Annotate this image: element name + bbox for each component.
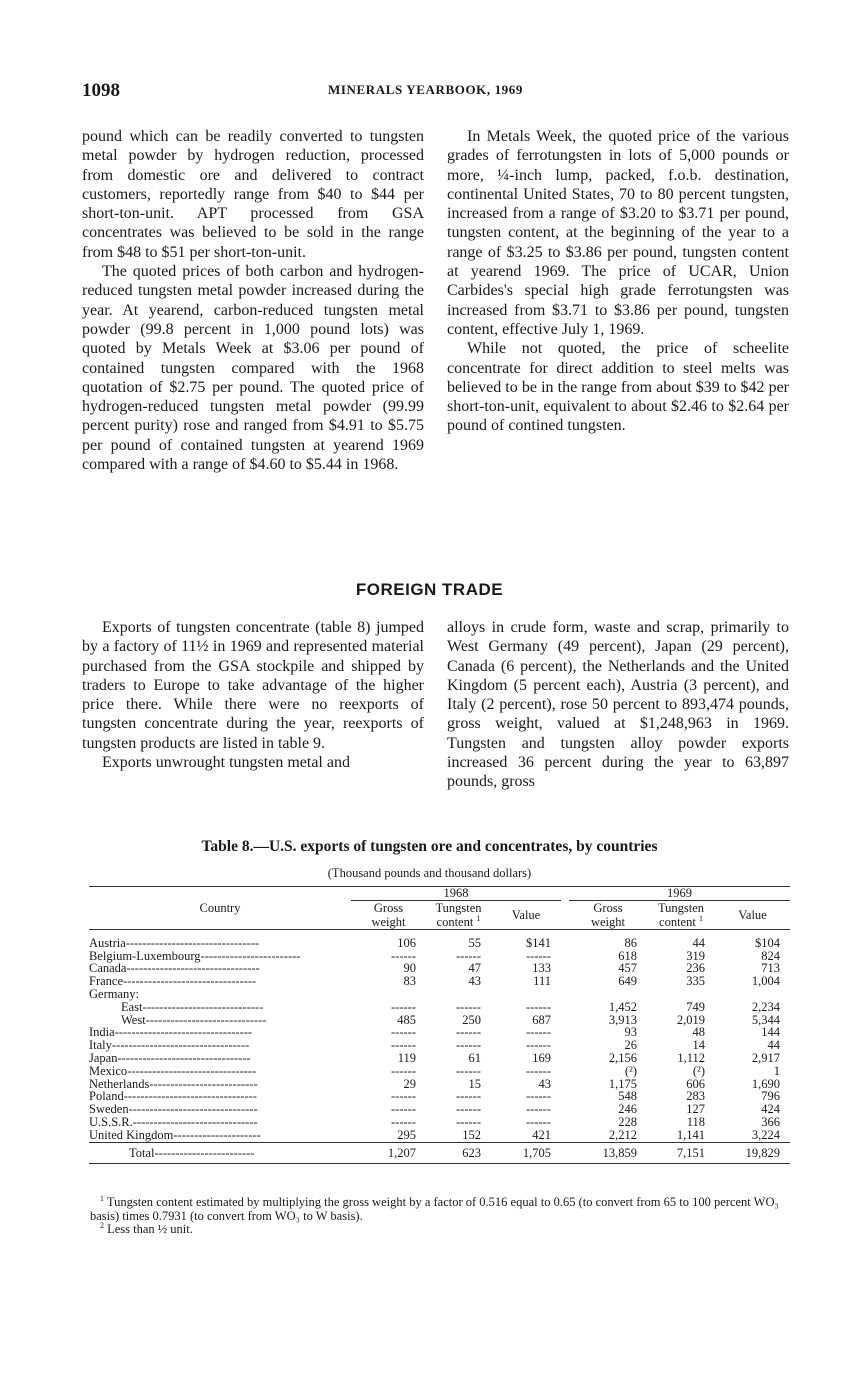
table-cell: ------: [456, 1025, 481, 1040]
table-cell: ------: [526, 999, 551, 1014]
table-cell: 5,344: [751, 1012, 780, 1027]
table-cell: ------: [526, 948, 551, 963]
table-cell: 7,151: [647, 1142, 715, 1164]
paragraph: alloys in crude form, waste and scrap, primarily to West Germany (49 percent), Japan (29 percent), Canada (6 percent), the Netherlands and the United Kingdom (5 percent each), Austria (3 percent), and Italy (2 percent), rose 50 percent to 893,474 pounds, gross weight, valued at $1,248,963 in 1969. Tungsten and tungsten alloy powder exports increased 36 percent during the year to 63,897 pounds, gross: [447, 619, 789, 791]
table-cell: 48: [692, 1025, 705, 1040]
gross-weight-header: Gross weight: [569, 900, 647, 929]
text-column-2: [447, 127, 789, 436]
table-cell: 152: [462, 1127, 481, 1142]
table-cell: 2,234: [751, 999, 780, 1014]
table-cell: [569, 988, 647, 1001]
table-cell: [715, 988, 790, 1001]
table-cell: ------: [456, 948, 481, 963]
paragraph: Exports unwrought tungsten metal and: [102, 754, 350, 772]
table-cell: ------: [391, 1025, 416, 1040]
table-cell: 127: [686, 1102, 705, 1117]
paragraph: While not quoted, the price of scheelite concentrate for direct addition to steel melts was believed to be in the range from about $39 to $42 per short-ton-unit, equivalent to about $2.46 to $2.64 per pound of contined tungsten.: [447, 340, 789, 435]
table-cell: 2,212: [608, 1127, 637, 1142]
table-cell: 2,156: [608, 1050, 637, 1065]
table-cell: 1,141: [676, 1127, 705, 1142]
table-cell: 687: [532, 1012, 551, 1027]
table-cell: 14: [692, 1038, 705, 1053]
table-cell: [491, 988, 561, 1001]
paragraph: In Metals Week, the quoted price of the various grades of ferrotungsten in lots of 5,000 pounds or more, ¼-inch lump, packed, f.o.b. destination, continental United States, 70 to 80 percent tungsten, increased from a range of $3.20 to $3.71 per pound, tungsten content, at the beginning of the year to a range of $3.25 to $3.86 per pound, tungsten content at yearend 1969. The price of UCAR, Union Carbides's special high grade ferrotungsten was increased from $3.71 to $3.86 per pound, tungsten content, effective July 1, 1969.: [447, 128, 789, 338]
table-cell: 43: [468, 974, 481, 989]
value-header: Value: [491, 900, 561, 929]
table-cell: 250: [462, 1012, 481, 1027]
section-heading: FOREIGN TRADE: [355, 580, 504, 599]
table-cell: ------: [456, 1089, 481, 1104]
table-cell: 713: [761, 961, 780, 976]
text-column-1: [82, 127, 424, 474]
text-column-3: [82, 618, 424, 772]
table-cell: 2,917: [751, 1050, 780, 1065]
table-cell: ------: [456, 999, 481, 1014]
table-row: [89, 929, 790, 949]
table-cell: ------: [456, 1038, 481, 1053]
table-cell: ------: [456, 1114, 481, 1129]
footnotes: [90, 1193, 795, 1237]
table-cell: 485: [397, 1012, 416, 1027]
table-cell: ------: [526, 1114, 551, 1129]
table-cell: 83: [403, 974, 416, 989]
table-cell: 119: [397, 1050, 416, 1065]
total-row: [89, 1142, 790, 1164]
table-cell: ------: [391, 1089, 416, 1104]
table-cell: ------: [391, 1063, 416, 1078]
table-cell: 424: [761, 1102, 780, 1117]
table-cell: 144: [761, 1025, 780, 1040]
table-cell: 19,829: [715, 1142, 790, 1164]
gross-weight-header: Gross weight: [351, 900, 426, 929]
country-cell: Germany:: [89, 986, 139, 1001]
table-cell: 228: [618, 1114, 637, 1129]
table-cell: 606: [686, 1076, 705, 1091]
year-header-1968: 1968: [351, 887, 561, 901]
footnote-2: $^2$ Less than ½ unit.: [100, 1220, 193, 1236]
tungsten-content-header: Tungsten content $^1$: [647, 900, 715, 929]
table-cell: [647, 988, 715, 1001]
country-cell: U.S.S.R.------------------------------: [89, 1114, 258, 1129]
table-cell: 43: [538, 1076, 551, 1091]
table-cell: ------: [456, 1063, 481, 1078]
text-column-4: [447, 618, 789, 792]
table-cell: 106: [397, 935, 416, 950]
table-cell: (²): [692, 1063, 705, 1078]
table-cell: ------: [526, 1025, 551, 1040]
country-cell: West-----------------------------: [121, 1012, 267, 1027]
paragraph: Exports of tungsten concentrate (table 8) jumped by a factory of 11½ in 1969 and represented material purchased from the GSA stockpile and shipped by traders to Europe to take advantage of the higher price there. While there were no reexports of tungsten concentrate during the year, reexports of tungsten products are listed in table 9.: [82, 619, 424, 752]
table-row: [89, 975, 790, 988]
value-header: Value: [715, 900, 790, 929]
tungsten-content-header: Tungsten content $^1$: [426, 900, 491, 929]
table-cell: 61: [468, 1050, 481, 1065]
table-cell: 1,690: [751, 1076, 780, 1091]
table-cell: ------: [391, 1114, 416, 1129]
table-cell: 246: [618, 1102, 637, 1117]
table-cell: 55: [468, 935, 481, 950]
country-cell: Austria--------------------------------: [89, 935, 260, 950]
page-number: 1098: [82, 80, 120, 101]
table-cell: 118: [686, 1114, 705, 1129]
table-cell: 133: [532, 961, 551, 976]
table-cell: 1,207: [351, 1142, 426, 1164]
table-cell: 44: [692, 935, 705, 950]
table-cell: 47: [468, 961, 481, 976]
table-cell: 13,859: [569, 1142, 647, 1164]
country-cell: India---------------------------------: [89, 1025, 253, 1040]
country-cell: Netherlands--------------------------: [89, 1076, 258, 1091]
table-cell: 618: [618, 948, 637, 963]
table-cell: 421: [532, 1127, 551, 1142]
table-cell: 169: [532, 1050, 551, 1065]
table-cell: ------: [526, 1102, 551, 1117]
footnote-1: $^1$ Tungsten content estimated by multiplying the gross weight by a factor of 0.516 equal to 0.65 (to convert from 65 to 100 percent WO₃ basis) times 0.7931 (to convert from WO₃ to W basis).: [90, 1193, 779, 1223]
country-cell: Canada--------------------------------: [89, 961, 260, 976]
table-cell: 295: [397, 1127, 416, 1142]
table-subtitle: (Thousand pounds and thousand dollars): [327, 866, 532, 880]
table-cell: 86: [624, 935, 637, 950]
table-cell: 29: [403, 1076, 416, 1091]
total-label: Total------------------------: [89, 1142, 351, 1164]
table-cell: 15: [468, 1076, 481, 1091]
country-cell: Poland--------------------------------: [89, 1089, 257, 1104]
table-cell: 93: [624, 1025, 637, 1040]
table-cell: ------: [391, 1038, 416, 1053]
table-cell: 319: [686, 948, 705, 963]
table-cell: 283: [686, 1089, 705, 1104]
table-cell: 1,452: [608, 999, 637, 1014]
table-cell: 111: [533, 974, 551, 989]
table-cell: 1: [773, 1063, 780, 1078]
table-cell: 3,913: [608, 1012, 637, 1027]
table-cell: 44: [767, 1038, 780, 1053]
country-cell: Sweden-------------------------------: [89, 1102, 258, 1117]
country-cell: Belgium-Luxembourg------------------------: [89, 948, 301, 963]
country-cell: Mexico-------------------------------: [89, 1063, 257, 1078]
table-cell: 749: [686, 999, 705, 1014]
table-cell: [426, 988, 491, 1001]
table-cell: ------: [526, 1063, 551, 1078]
table-cell: 90: [403, 961, 416, 976]
table-cell: 1,175: [608, 1076, 637, 1091]
table-cell: ------: [456, 1102, 481, 1117]
country-cell: France--------------------------------: [89, 974, 257, 989]
table-cell: 623: [426, 1142, 491, 1164]
table-cell: 3,224: [751, 1127, 780, 1142]
exports-table: [89, 886, 790, 1164]
table-cell: 649: [618, 974, 637, 989]
table-cell: ------: [526, 1038, 551, 1053]
country-cell: United Kingdom---------------------: [89, 1127, 261, 1142]
table-cell: 2,019: [676, 1012, 705, 1027]
table-cell: 1,112: [677, 1050, 705, 1065]
table-cell: 1,004: [751, 974, 780, 989]
country-cell: East-----------------------------: [121, 999, 264, 1014]
paragraph: pound which can be readily converted to tungsten metal powder by hydrogen reduction, processed from domestic ore and delivered to contract customers, reportedly range from $40 to $44 per short-ton-unit. APT processed from GSA concentrates was believed to be sold in the range from $48 to $51 per short-ton-unit.: [82, 128, 424, 261]
table-cell: ------: [391, 948, 416, 963]
table-cell: 1,705: [491, 1142, 561, 1164]
table-cell: 26: [624, 1038, 637, 1053]
country-cell: Italy---------------------------------: [89, 1038, 250, 1053]
table-cell: 548: [618, 1089, 637, 1104]
table-cell: 796: [761, 1089, 780, 1104]
table-cell: [351, 988, 426, 1001]
table-cell: 366: [761, 1114, 780, 1129]
table-title: Table 8.—U.S. exports of tungsten ore and concentrates, by countries: [201, 838, 658, 855]
table-row: [89, 1129, 790, 1142]
country-header: Country: [89, 887, 351, 930]
table-cell: ------: [391, 1102, 416, 1117]
table-cell: 457: [618, 961, 637, 976]
country-cell: Japan--------------------------------: [89, 1050, 251, 1065]
table-cell: 335: [686, 974, 705, 989]
table-cell: $141: [526, 935, 551, 950]
table-cell: $104: [755, 935, 780, 950]
table-cell: ------: [391, 999, 416, 1014]
table-cell: ------: [526, 1089, 551, 1104]
year-header-1969: 1969: [569, 887, 790, 901]
running-title: MINERALS YEARBOOK, 1969: [328, 82, 523, 97]
paragraph: The quoted prices of both carbon and hydrogen-reduced tungsten metal powder increased during the year. At yearend, carbon-reduced tungsten metal powder (99.8 percent in 1,000 pound lots) was quoted by Metals Week at $3.06 per pound of contained tungsten compared with the 1968 quotation of $2.75 per pound. The quoted price of hydrogen-reduced tungsten metal powder (99.99 percent purity) rose and ranged from $4.91 to $5.75 per pound of contained tungsten at yearend 1969 compared with a range of $4.60 to $5.44 in 1968.: [82, 263, 424, 474]
table-cell: 824: [761, 948, 780, 963]
table-cell: 236: [686, 961, 705, 976]
table-cell: (²): [624, 1063, 637, 1078]
